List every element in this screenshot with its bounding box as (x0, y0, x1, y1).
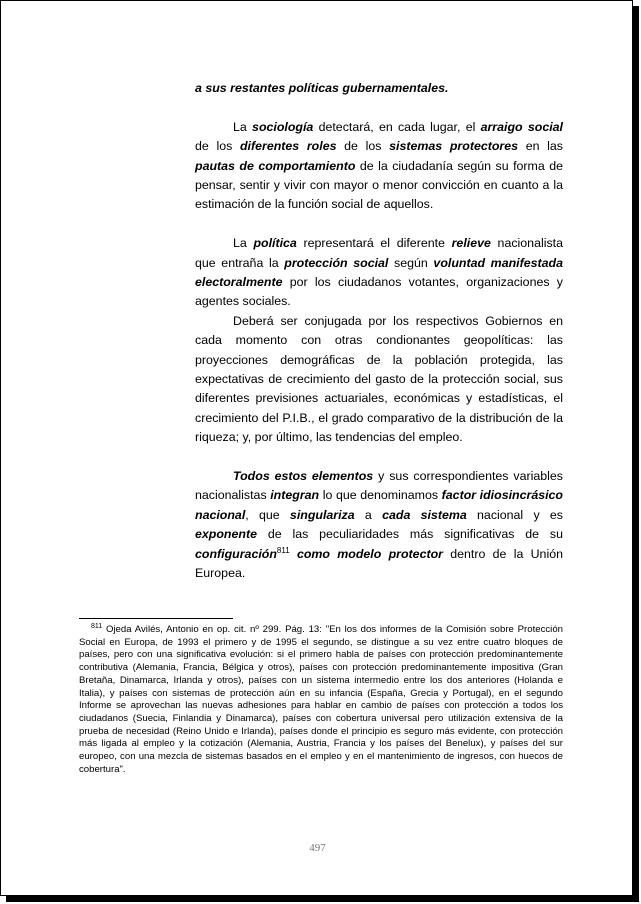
paragraph-2: La sociología detectará, en cada lugar, el arraigo social de los diferentes roles de los sistemas protectores en las pautas de comportamiento de la ciudadanía según su forma de pensar, sentir y vivir con mayor o menor convicción en cuanto a la estimación de la función social de aquellos. (195, 119, 564, 212)
footnote-text: Ojeda Avilés, Antonio en op. cit. nº 299. Pág. 13: "En los dos informes de la Comisión sobre Protección Social en Europa, de 1993 el primero y de 1995 el segundo, se distingue a su vez entre cuatro bloques de países, pero con una significativa evolución: si el primero habla de países con protección predominantemente contributiva (Alemania, Francia, Bélgica y otros), países con protección predominantemente impositiva (Gran Bretaña, Dinamarca, Irlanda y otros), países con un sistema intermedio entre los dos anteriores (Holanda e Italia), y países con sistemas de protección aún en su infancia (España, Grecia y Portugal), en el segundo Informe se aprovechan las nuevas adhesiones para hablar en cambio de países con protección a todos los ciudadanos (Suecia, Finlandia y Dinamarca), países con cobertura universal pero utilización extensiva de la prueba de necesidad (Reino Unido e Irlanda), países donde el principio es seguro más evidente, con protección más ligada al empleo y la cotización (Alemania, Austria, Francia y los países del Benelux), y países del sur europeo, con una mezcla de sistemas basados en el empleo y en el mantenimiento de ingresos, con huecos de cobertura". (79, 624, 563, 775)
body-text (195, 79, 563, 584)
page-number: 497 (309, 842, 326, 854)
page-shadow-right (633, 6, 639, 902)
page-shadow-bottom (6, 896, 639, 902)
footnote-reference[interactable]: 811 (276, 545, 290, 555)
paragraph-1: a sus restantes políticas gubernamentales. (195, 81, 449, 95)
paragraph-4: Deberá ser conjugada por los respectivos Gobiernos en cada momento con otras condionantes geopolíticas: las proyecciones demográficas de la población protegida, las expectativas de crecimiento del gasto de la protección social, sus diferentes previsiones actuariales, económicas y estadísticas, el crecimiento del P.I.B., el grado comparativo de la distribución de la riqueza; y, por último, las tendencias del empleo. (195, 313, 563, 445)
paragraph-3: La política representará el diferente relieve nacionalista que entraña la protección social según voluntad manifestada electoralmente por los ciudadanos votantes, organizaciones y agentes sociales. (195, 236, 563, 309)
footnote (79, 624, 563, 776)
footnote-number: 811 (91, 622, 103, 630)
footnote-separator (79, 618, 233, 619)
paragraph-5: Todos estos elementos y sus correspondientes variables nacionalistas integran lo que denominamos factor idiosincrásico nacional, que singulariza a cada sistema nacional y es exponente de las peculiaridades más significativas de su configuración$^{811}$ como modelo protector dentro de la Unión Europea. (195, 469, 564, 581)
